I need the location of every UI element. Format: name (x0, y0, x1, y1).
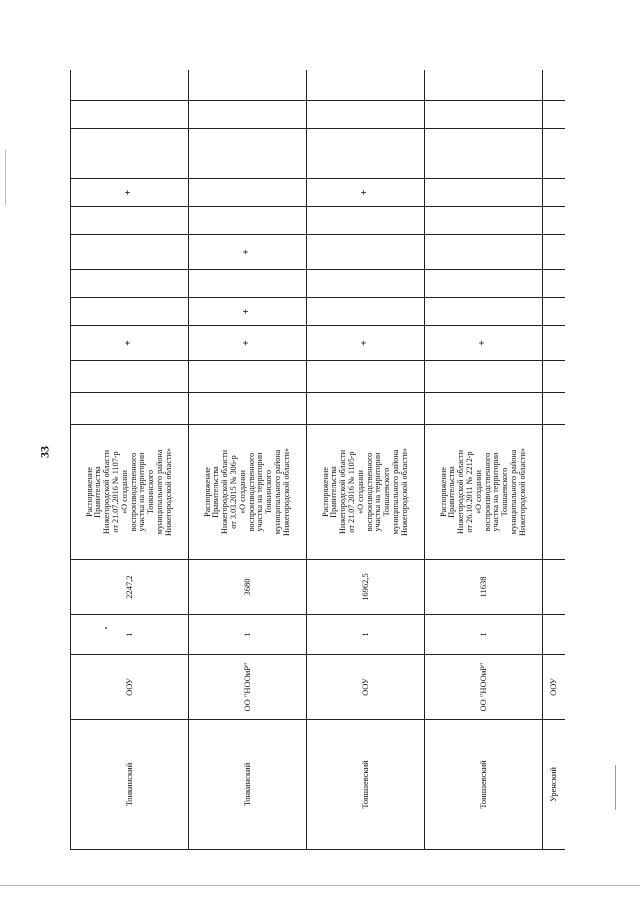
district-cell: Тонкинский (189, 720, 307, 850)
mark-cell (425, 298, 543, 326)
mark-cell (425, 207, 543, 235)
mark-cell: + (189, 326, 307, 361)
mark-cell (189, 361, 307, 393)
district-cell: Тоншаевский (425, 720, 543, 850)
mark-cell (307, 101, 425, 129)
mark-cell (425, 179, 543, 207)
mark-cell (71, 235, 189, 270)
mark-cell (307, 393, 425, 425)
mark-cell (307, 235, 425, 270)
mark-cell (71, 270, 189, 298)
mark-cell (307, 298, 425, 326)
count-cell: 1 (71, 615, 189, 655)
mark-cell (307, 70, 425, 101)
mark-cell (543, 70, 566, 101)
organization-cell: ООУ (543, 655, 566, 720)
organization-cell: ООУ (307, 655, 425, 720)
mark-cell (425, 393, 543, 425)
area-cell: 16962,5 (307, 560, 425, 615)
mark-cell (425, 129, 543, 179)
scan-margin-line (5, 150, 6, 205)
count-cell: 1 (307, 615, 425, 655)
mark-cell (307, 129, 425, 179)
mark-cell (189, 393, 307, 425)
mark-cell (425, 361, 543, 393)
mark-cell (543, 393, 566, 425)
mark-cell (71, 101, 189, 129)
table-row (307, 70, 425, 850)
mark-cell (189, 70, 307, 101)
mark-cell: + (189, 298, 307, 326)
mark-cell: + (425, 326, 543, 361)
document-cell: Распоряжение Правительства Нижегородской области от 21.07.2016 № 1107-р «О создании воспроизводственного участка на территории Тонкинского муниципального района Нижегородской области» (71, 425, 189, 560)
mark-cell: + (71, 326, 189, 361)
page-number: 33 (37, 446, 52, 458)
mark-cell: + (307, 179, 425, 207)
scan-speck (105, 627, 107, 629)
area-cell: 3680 (189, 560, 307, 615)
mark-cell (543, 179, 566, 207)
table-row (543, 70, 566, 850)
mark-cell (71, 129, 189, 179)
mark-cell (543, 326, 566, 361)
mark-cell: + (189, 235, 307, 270)
table-body (71, 70, 566, 850)
district-cell: Тоншаевский (307, 720, 425, 850)
document-cell: Распоряжение Правительства Нижегородской области от 26.10.2011 № 2212-р «О создании воспроизводственного участка на территории Тоншаевского муниципального района Нижегородской области» (425, 425, 543, 560)
mark-cell (543, 361, 566, 393)
mark-cell (425, 270, 543, 298)
mark-cell (543, 235, 566, 270)
mark-cell (543, 129, 566, 179)
document-cell (543, 425, 566, 560)
document-cell: Распоряжение Правительства Нижегородской области от 21.07.2016 № 1105-р «О создании воспроизводственного участка на территории Тоншаевского муниципального района Нижегородской области» (307, 425, 425, 560)
scan-margin-line (615, 765, 616, 810)
mark-cell (425, 70, 543, 101)
mark-cell (307, 207, 425, 235)
area-cell: 2247,2 (71, 560, 189, 615)
mark-cell: + (71, 179, 189, 207)
table-row (71, 70, 189, 850)
mark-cell: + (307, 326, 425, 361)
register-table (70, 70, 565, 850)
area-cell: 11638 (425, 560, 543, 615)
mark-cell (425, 101, 543, 129)
mark-cell (71, 298, 189, 326)
organization-cell: ОО "НООиР" (189, 655, 307, 720)
mark-cell (189, 101, 307, 129)
mark-cell (307, 361, 425, 393)
scan-bottom-line (0, 885, 640, 886)
count-cell: 1 (189, 615, 307, 655)
mark-cell (543, 298, 566, 326)
mark-cell (189, 270, 307, 298)
mark-cell (189, 179, 307, 207)
document-cell: Распоряжение Правительства Нижегородской области от 3.03.2015 № 306-р «О создании воспроизводственного участка на территории Тонкинского муниципального района Нижегородской области» (189, 425, 307, 560)
mark-cell (71, 361, 189, 393)
rotated-table-frame (70, 70, 565, 850)
mark-cell (543, 207, 566, 235)
organization-cell: ОО "НООиР" (425, 655, 543, 720)
district-cell: Уренский (543, 720, 566, 850)
count-cell: 1 (425, 615, 543, 655)
table-row (189, 70, 307, 850)
mark-cell (189, 129, 307, 179)
mark-cell (307, 270, 425, 298)
mark-cell (543, 101, 566, 129)
count-cell (543, 615, 566, 655)
table-row (425, 70, 543, 850)
mark-cell (425, 235, 543, 270)
area-cell (543, 560, 566, 615)
organization-cell: ООУ (71, 655, 189, 720)
mark-cell (189, 207, 307, 235)
mark-cell (71, 70, 189, 101)
mark-cell (71, 207, 189, 235)
district-cell: Тонкинский (71, 720, 189, 850)
mark-cell (71, 393, 189, 425)
mark-cell (543, 270, 566, 298)
